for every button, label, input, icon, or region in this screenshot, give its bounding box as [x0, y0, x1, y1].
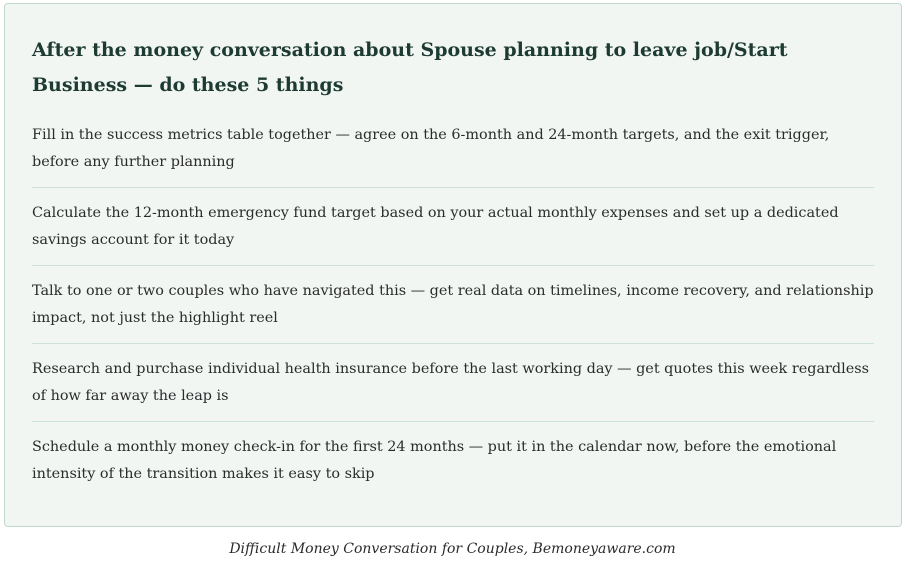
list-item: Research and purchase individual health insurance before the last working day — get quotes this week regardless of how far away the leap is — [32, 344, 874, 422]
card-title: After the money conversation about Spouse planning to leave job/Start Business — do these 5 things — [32, 39, 788, 96]
list-item: Fill in the success metrics table together — agree on the 6-month and 24-month targets, and the exit trigger, before any further planning — [32, 122, 874, 188]
list-item: Calculate the 12-month emergency fund target based on your actual monthly expenses and set up a dedicated savings account for it today — [32, 188, 874, 266]
list-item: Schedule a monthly money check-in for the first 24 months — put it in the calendar now, before the emotional intensity of the transition makes it easy to skip — [32, 439, 837, 482]
list-item: Talk to one or two couples who have navigated this — get real data on timelines, income recovery, and relationship impact, not just the highlight reel — [32, 266, 874, 344]
action-checklist-card — [4, 3, 902, 527]
image-caption: Difficult Money Conversation for Couples, Bemoneyaware.com — [229, 541, 676, 557]
action-list — [32, 122, 874, 499]
